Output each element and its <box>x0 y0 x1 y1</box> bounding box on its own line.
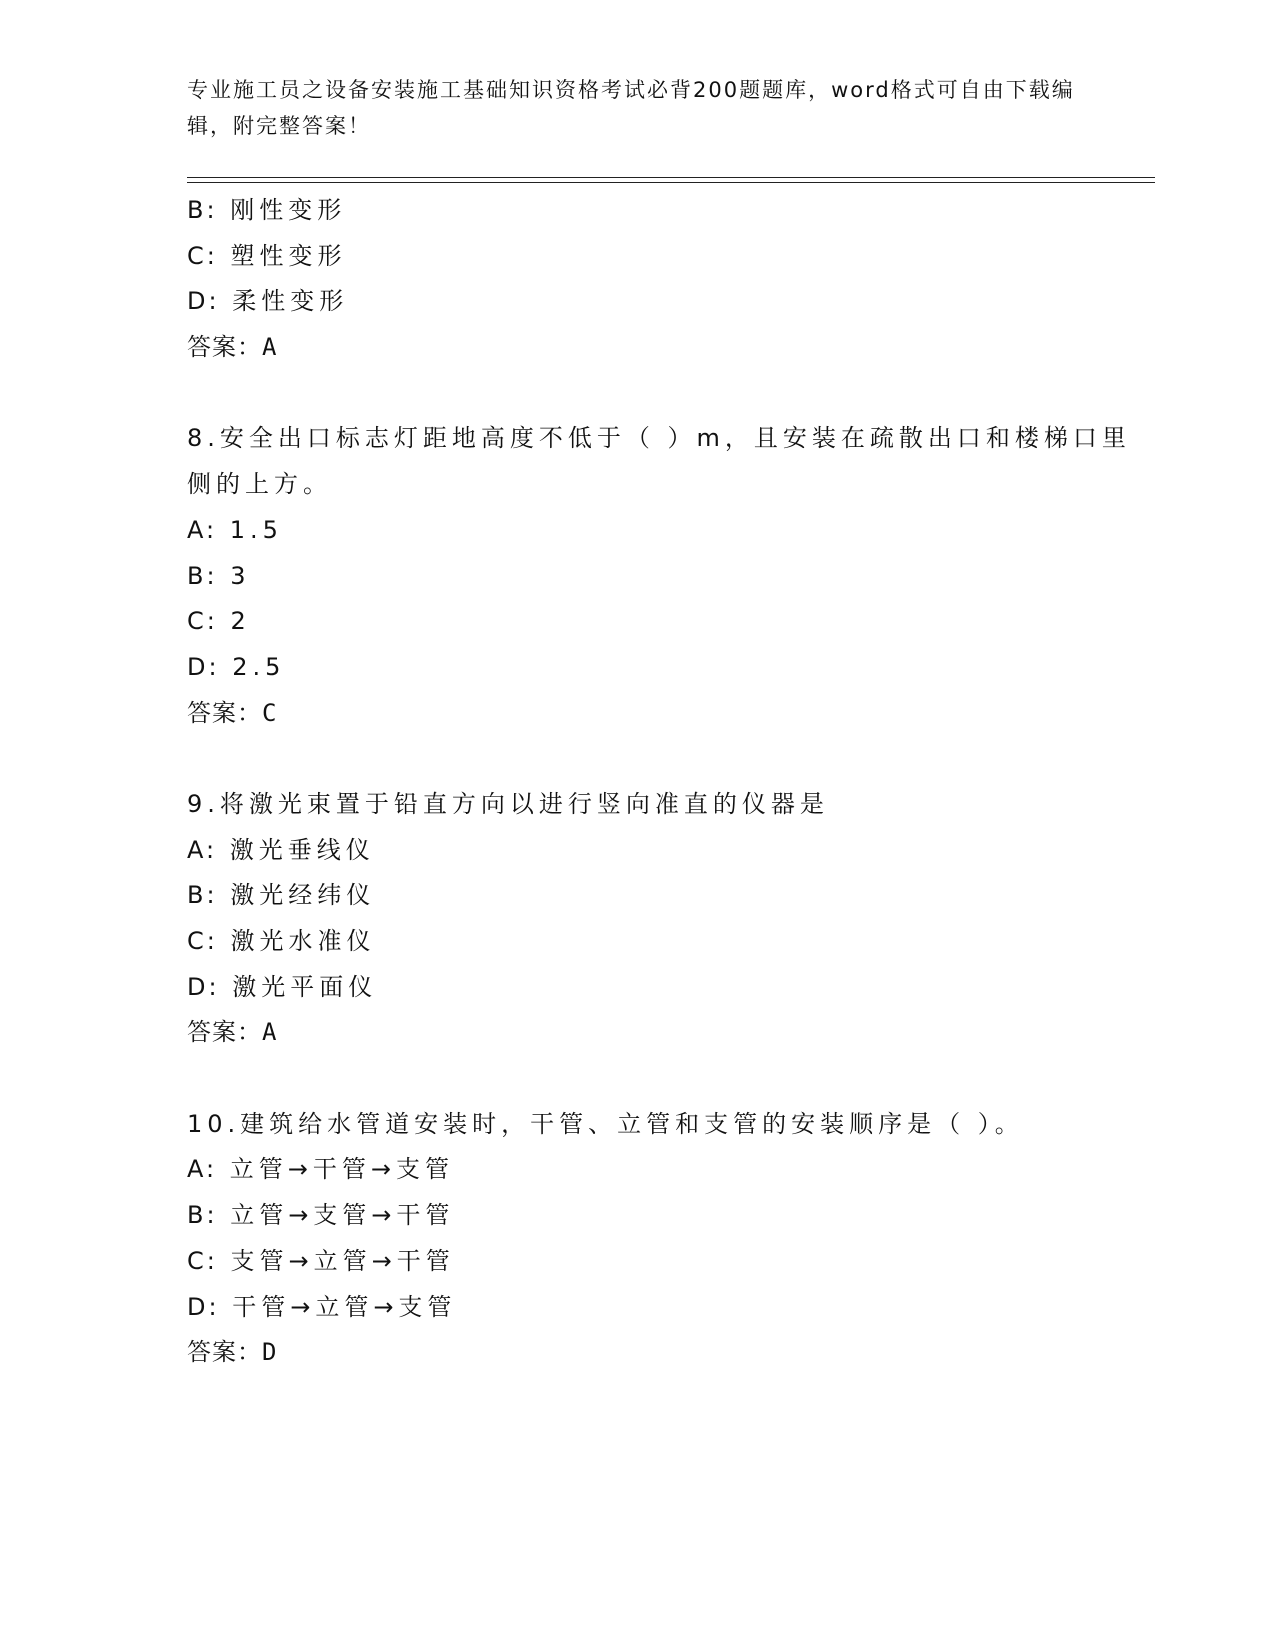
answer-label: 答案： <box>187 1338 262 1367</box>
option-text: 3 <box>230 561 251 590</box>
option-b <box>187 873 1147 919</box>
answer-label: 答案： <box>187 333 262 362</box>
option-text: 激光水准仪 <box>230 927 376 956</box>
option-text: 柔性变形 <box>232 287 349 316</box>
partial-question <box>187 188 1147 371</box>
option-key: B: <box>187 561 218 590</box>
option-key: A: <box>187 835 218 864</box>
question-stem: 9.将激光束置于铅直方向以进行竖向准直的仪器是 <box>187 789 829 818</box>
option-text: 刚性变形 <box>230 196 347 224</box>
option-a <box>187 828 1147 874</box>
option-text: 激光平面仪 <box>232 972 378 1001</box>
option-c <box>187 234 1147 280</box>
spacer <box>187 1056 1147 1102</box>
option-d <box>187 1285 1147 1331</box>
header-divider-bottom <box>187 182 1155 183</box>
option-key: B: <box>187 881 218 910</box>
question-10 <box>187 1102 1147 1376</box>
option-text: 2.5 <box>232 652 286 681</box>
header-text: 专业施工员之设备安装施工基础知识资格考试必背200题题库，word格式可自由下载编辑，附完整答案！ <box>187 78 1075 138</box>
option-key: B: <box>187 1201 218 1230</box>
option-b <box>187 1193 1147 1239</box>
question-list <box>187 188 1147 1376</box>
option-d <box>187 965 1147 1011</box>
answer-line <box>187 1010 1147 1056</box>
header-divider-top <box>187 177 1155 178</box>
question-stem: 8.安全出口标志灯距地高度不低于（ ）m，且安装在疏散出口和楼梯口里侧的上方。 <box>187 424 1131 499</box>
answer-value: A <box>262 333 278 362</box>
option-text: 1.5 <box>229 515 283 544</box>
answer-value: D <box>262 1338 278 1367</box>
answer-value: C <box>262 698 278 727</box>
option-key: D: <box>187 972 220 1001</box>
option-a <box>187 1147 1147 1193</box>
option-key: B: <box>187 196 218 224</box>
spacer <box>187 371 1147 417</box>
option-b <box>187 554 1147 600</box>
option-text: 立管→支管→干管 <box>230 1201 455 1230</box>
option-text: 干管→立管→支管 <box>232 1292 457 1321</box>
option-b <box>187 188 1147 234</box>
question-8 <box>187 416 1147 736</box>
answer-label: 答案： <box>187 1018 262 1047</box>
option-c <box>187 919 1147 965</box>
answer-label: 答案： <box>187 698 262 727</box>
option-key: C: <box>187 241 218 270</box>
option-text: 立管→干管→支管 <box>229 1155 454 1184</box>
option-key: C: <box>187 607 218 636</box>
option-a <box>187 508 1147 554</box>
option-text: 激光经纬仪 <box>230 881 376 910</box>
option-key: A: <box>187 1155 218 1184</box>
option-key: D: <box>187 1292 220 1321</box>
question-stem: 10.建筑给水管道安装时，干管、立管和支管的安装顺序是（ ）。 <box>187 1109 1024 1138</box>
option-key: D: <box>187 287 220 316</box>
answer-line <box>187 325 1147 371</box>
option-text: 2 <box>230 607 251 636</box>
option-text: 激光垂线仪 <box>229 835 375 864</box>
option-c <box>187 599 1147 645</box>
option-d <box>187 279 1147 325</box>
option-key: C: <box>187 1246 218 1275</box>
option-d <box>187 645 1147 691</box>
spacer <box>187 736 1147 782</box>
option-text: 支管→立管→干管 <box>230 1246 455 1275</box>
answer-line <box>187 1330 1147 1376</box>
question-9 <box>187 782 1147 1056</box>
option-c <box>187 1239 1147 1285</box>
answer-line <box>187 691 1147 737</box>
document-header <box>187 72 1087 144</box>
answer-value: A <box>262 1018 278 1047</box>
option-key: A: <box>187 515 218 544</box>
option-text: 塑性变形 <box>230 241 347 270</box>
option-key: C: <box>187 927 218 956</box>
option-key: D: <box>187 652 220 681</box>
